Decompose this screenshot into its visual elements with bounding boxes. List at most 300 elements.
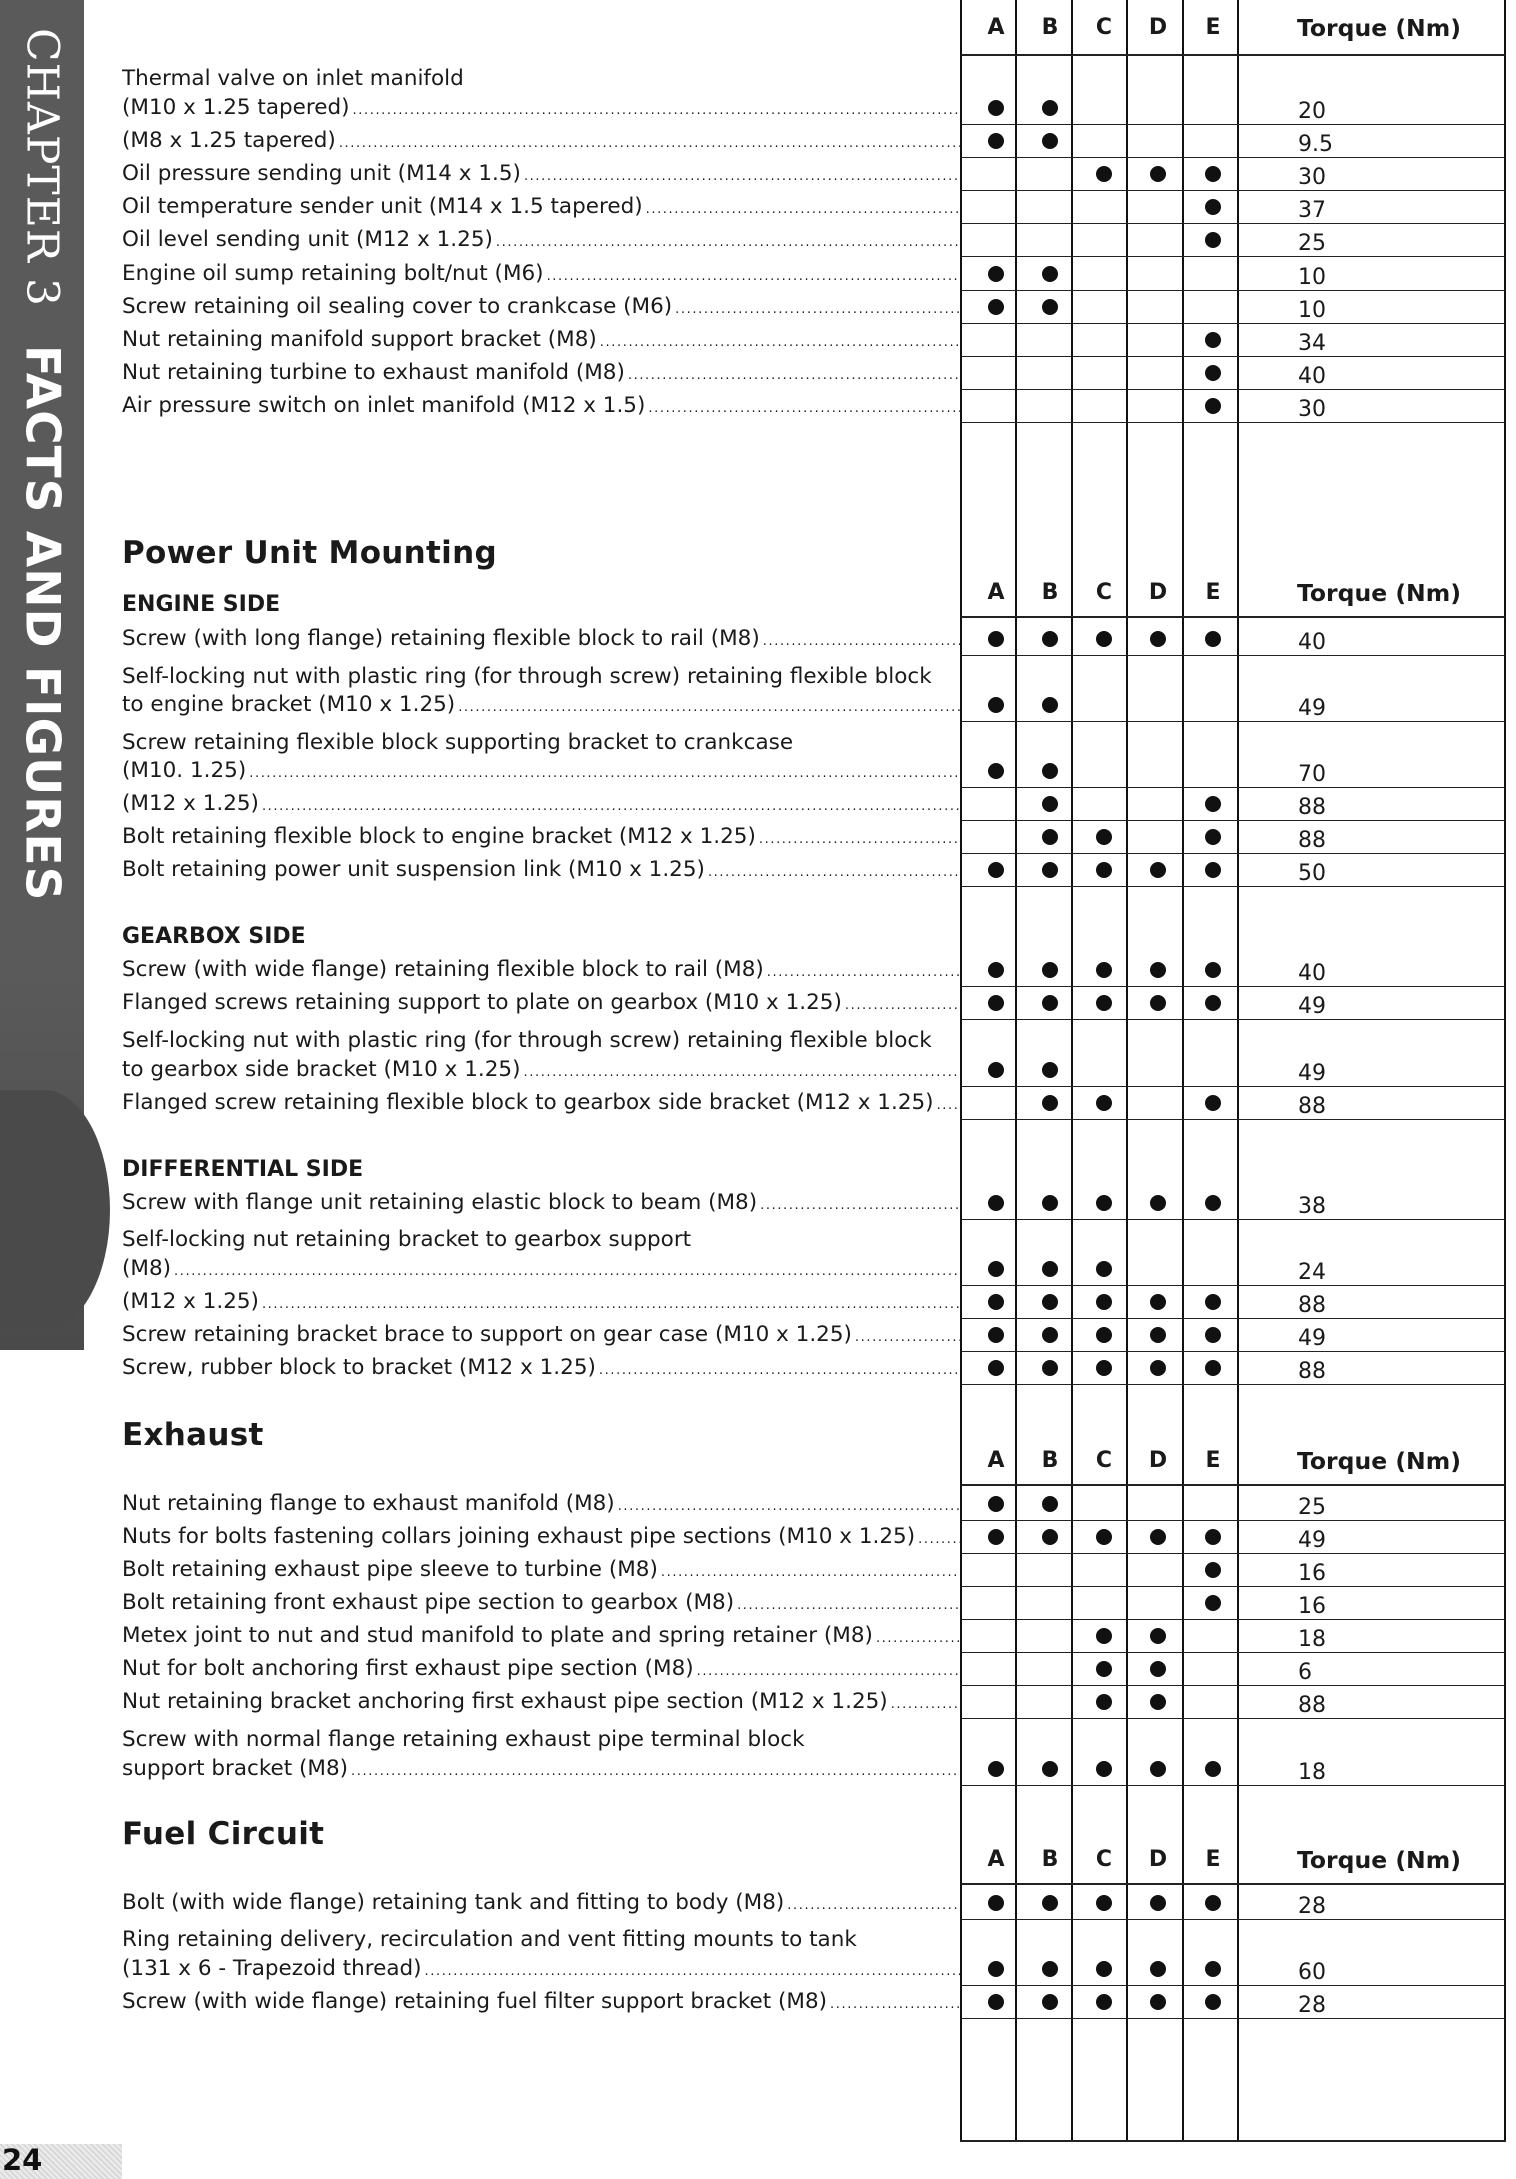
- row-label: Nut retaining manifold support bracket (M8): [122, 327, 597, 352]
- dot-leader: [876, 1629, 960, 1649]
- dot-leader: [249, 764, 960, 784]
- applies-marker-a: [988, 1294, 1004, 1310]
- column-header-a: A: [987, 580, 1005, 605]
- applies-marker-e: [1205, 862, 1221, 878]
- applies-marker-e: [1205, 1595, 1221, 1611]
- row-description: [122, 1619, 960, 1652]
- applies-marker-c: [1096, 995, 1112, 1011]
- dot-leader: [937, 1096, 960, 1116]
- dot-leader: [524, 1063, 961, 1083]
- applies-marker-e: [1205, 1761, 1221, 1777]
- table-row: [0, 257, 1516, 290]
- applies-marker-e: [1205, 796, 1221, 812]
- table-row: [0, 91, 1516, 124]
- row-label: Screw (with long flange) retaining flexible block to rail (M8): [122, 626, 760, 651]
- applies-marker-e: [1205, 829, 1221, 845]
- applies-marker-c: [1096, 1961, 1112, 1977]
- table-row: [0, 1520, 1516, 1553]
- row-label: Bolt retaining exhaust pipe sleeve to turbine (M8): [122, 1557, 658, 1582]
- row-description: [122, 754, 960, 787]
- dot-leader: [339, 134, 960, 154]
- torque-value: 16: [1298, 1594, 1326, 1619]
- row-label: (131 x 6 - Trapezoid thread): [122, 1956, 422, 1981]
- applies-marker-a: [988, 299, 1004, 315]
- dot-leader: [524, 167, 960, 187]
- torque-value: 24: [1298, 1260, 1326, 1285]
- applies-marker-c: [1096, 1261, 1112, 1277]
- torque-value: 18: [1298, 1627, 1326, 1652]
- applies-marker-b: [1042, 1761, 1058, 1777]
- dot-leader: [787, 1896, 960, 1916]
- row-label: Metex joint to nut and stud manifold to plate and spring retainer (M8): [122, 1623, 873, 1648]
- table-row: [0, 754, 1516, 787]
- table-row-divider: [961, 2018, 1505, 2019]
- row-description: [122, 1252, 960, 1285]
- applies-marker-a: [988, 995, 1004, 1011]
- table-row: [0, 157, 1516, 190]
- torque-value: 37: [1298, 198, 1326, 223]
- table-row-divider: [961, 1119, 1505, 1120]
- applies-marker-e: [1205, 962, 1221, 978]
- row-label: Self-locking nut with plastic ring (for through screw) retaining flexible block: [122, 664, 932, 689]
- column-header-c: C: [1095, 15, 1113, 40]
- applies-marker-e: [1205, 1360, 1221, 1376]
- row-description: [122, 787, 960, 820]
- subsection-title: ENGINE SIDE: [122, 592, 281, 617]
- row-label: Self-locking nut retaining bracket to gearbox support: [122, 1227, 692, 1252]
- row-description: [122, 223, 960, 256]
- row-label: (M12 x 1.25): [122, 791, 259, 816]
- row-description: [122, 1952, 960, 1985]
- torque-value: 49: [1298, 1326, 1326, 1351]
- applies-marker-a: [988, 697, 1004, 713]
- applies-marker-c: [1096, 962, 1112, 978]
- applies-marker-b: [1042, 829, 1058, 845]
- applies-marker-a: [988, 133, 1004, 149]
- chapter-title: FACTS AND FIGURES: [14, 345, 70, 902]
- torque-column-header: Torque (Nm): [1297, 14, 1461, 42]
- applies-marker-b: [1042, 763, 1058, 779]
- applies-marker-b: [1042, 266, 1058, 282]
- row-description: [122, 190, 960, 223]
- applies-marker-d: [1150, 862, 1166, 878]
- table-row-divider: [961, 886, 1505, 887]
- applies-marker-c: [1096, 1761, 1112, 1777]
- column-header-e: E: [1205, 580, 1221, 605]
- table-row: [0, 1652, 1516, 1685]
- torque-value: 38: [1298, 1194, 1326, 1219]
- applies-marker-c: [1096, 1994, 1112, 2010]
- applies-marker-a: [988, 1496, 1004, 1512]
- applies-marker-b: [1042, 631, 1058, 647]
- torque-value: 6: [1298, 1660, 1312, 1685]
- applies-marker-a: [988, 1062, 1004, 1078]
- row-label: (M8): [122, 1256, 172, 1281]
- row-label: Nuts for bolts fastening collars joining exhaust pipe sections (M10 x 1.25): [122, 1524, 916, 1549]
- applies-marker-e: [1205, 332, 1221, 348]
- row-description: [122, 688, 960, 721]
- applies-marker-b: [1042, 862, 1058, 878]
- row-label: Engine oil sump retaining bolt/nut (M6): [122, 261, 544, 286]
- applies-marker-d: [1150, 166, 1166, 182]
- column-header-d: D: [1148, 1847, 1168, 1872]
- table-row: [0, 622, 1516, 655]
- column-header-e: E: [1205, 1847, 1221, 1872]
- applies-marker-e: [1205, 1294, 1221, 1310]
- dot-leader: [708, 863, 960, 883]
- applies-marker-b: [1042, 1496, 1058, 1512]
- applies-marker-c: [1096, 1529, 1112, 1545]
- table-row: [0, 820, 1516, 853]
- table-row: [0, 223, 1516, 256]
- row-label: Flanged screw retaining flexible block to gearbox side bracket (M12 x 1.25): [122, 1090, 934, 1115]
- row-label: Nut retaining turbine to exhaust manifold (M8): [122, 360, 625, 385]
- applies-marker-d: [1150, 1195, 1166, 1211]
- dot-leader: [737, 1596, 960, 1616]
- row-label: Thermal valve on inlet manifold: [122, 66, 464, 91]
- torque-value: 50: [1298, 861, 1326, 886]
- torque-value: 25: [1298, 231, 1326, 256]
- row-description: [122, 1186, 960, 1219]
- torque-value: 10: [1298, 265, 1326, 290]
- row-description: [122, 1886, 960, 1919]
- torque-value: 28: [1298, 1993, 1326, 2018]
- page-number: 24: [2, 2143, 43, 2177]
- applies-marker-b: [1042, 1062, 1058, 1078]
- row-label: (M10. 1.25): [122, 758, 247, 783]
- dot-leader: [830, 1995, 960, 2015]
- row-label: (M10 x 1.25 tapered): [122, 95, 350, 120]
- row-description: [122, 1487, 960, 1520]
- dot-leader: [174, 1262, 960, 1282]
- applies-marker-b: [1042, 1961, 1058, 1977]
- torque-value: 60: [1298, 1960, 1326, 1985]
- table-row: [0, 1619, 1516, 1652]
- applies-marker-e: [1205, 232, 1221, 248]
- applies-marker-d: [1150, 1994, 1166, 2010]
- applies-marker-b: [1042, 995, 1058, 1011]
- table-row: [0, 1186, 1516, 1219]
- row-description: [122, 290, 960, 323]
- row-description: [122, 622, 960, 655]
- applies-marker-c: [1096, 166, 1112, 182]
- applies-marker-a: [988, 1994, 1004, 2010]
- dot-leader: [661, 1563, 960, 1583]
- applies-marker-d: [1150, 1327, 1166, 1343]
- table-row: [0, 1586, 1516, 1619]
- applies-marker-c: [1096, 1661, 1112, 1677]
- torque-value: 88: [1298, 1094, 1326, 1119]
- row-label: Bolt retaining front exhaust pipe section to gearbox (M8): [122, 1590, 735, 1615]
- column-header-d: D: [1148, 1448, 1168, 1473]
- row-label: Nut for bolt anchoring first exhaust pipe section (M8): [122, 1656, 694, 1681]
- row-label: Screw (with wide flange) retaining fuel filter support bracket (M8): [122, 1989, 828, 2014]
- row-description: [122, 1520, 960, 1553]
- applies-marker-d: [1150, 631, 1166, 647]
- applies-marker-a: [988, 266, 1004, 282]
- subsection-title: DIFFERENTIAL SIDE: [122, 1157, 364, 1182]
- row-description: [122, 257, 960, 290]
- table-row: [0, 953, 1516, 986]
- row-description: [122, 1685, 960, 1718]
- dot-leader: [599, 1361, 960, 1381]
- applies-marker-b: [1042, 299, 1058, 315]
- row-label: Bolt retaining power unit suspension link (M10 x 1.25): [122, 857, 705, 882]
- table-row: [0, 1252, 1516, 1285]
- applies-marker-b: [1042, 100, 1058, 116]
- table-row-divider: [961, 616, 1505, 618]
- applies-marker-a: [988, 1360, 1004, 1376]
- dot-leader: [759, 830, 960, 850]
- table-row: [0, 1053, 1516, 1086]
- row-label: Air pressure switch on inlet manifold (M12 x 1.5): [122, 393, 646, 418]
- row-label: Nut retaining flange to exhaust manifold (M8): [122, 1491, 615, 1516]
- applies-marker-b: [1042, 1294, 1058, 1310]
- applies-marker-a: [988, 1761, 1004, 1777]
- column-header-e: E: [1205, 1448, 1221, 1473]
- torque-value: 88: [1298, 828, 1326, 853]
- table-row: [0, 1685, 1516, 1718]
- dot-leader: [675, 300, 960, 320]
- dot-leader: [760, 1196, 960, 1216]
- torque-value: 25: [1298, 1495, 1326, 1520]
- dot-leader: [767, 963, 960, 983]
- applies-marker-e: [1205, 1961, 1221, 1977]
- row-label: Bolt (with wide flange) retaining tank and fitting to body (M8): [122, 1890, 785, 1915]
- table-row-divider: [961, 1785, 1505, 1786]
- column-header-b: B: [1041, 580, 1059, 605]
- table-row-divider: [961, 1883, 1505, 1885]
- torque-value: 70: [1298, 762, 1326, 787]
- row-description: [122, 1553, 960, 1586]
- row-label: Screw with flange unit retaining elastic block to beam (M8): [122, 1190, 758, 1215]
- table-row: [0, 1553, 1516, 1586]
- column-header-e: E: [1205, 15, 1221, 40]
- dot-leader: [648, 399, 960, 419]
- row-label: Screw, rubber block to bracket (M12 x 1.25): [122, 1355, 596, 1380]
- row-description: [122, 124, 960, 157]
- torque-value: 16: [1298, 1561, 1326, 1586]
- applies-marker-b: [1042, 1360, 1058, 1376]
- row-description: [122, 953, 960, 986]
- applies-marker-b: [1042, 1895, 1058, 1911]
- applies-marker-e: [1205, 631, 1221, 647]
- row-label: (M8 x 1.25 tapered): [122, 128, 336, 153]
- torque-value: 34: [1298, 331, 1326, 356]
- column-header-c: C: [1095, 580, 1113, 605]
- torque-value: 28: [1298, 1894, 1326, 1919]
- table-row-divider: [961, 1219, 1505, 1220]
- applies-marker-b: [1042, 796, 1058, 812]
- applies-marker-c: [1096, 862, 1112, 878]
- torque-column-header: Torque (Nm): [1297, 579, 1461, 607]
- table-row: [0, 1086, 1516, 1119]
- row-label: Screw retaining oil sealing cover to crankcase (M6): [122, 294, 673, 319]
- row-description: [122, 1318, 960, 1351]
- section-title: Exhaust: [122, 1417, 264, 1453]
- row-label: to engine bracket (M10 x 1.25): [122, 692, 456, 717]
- applies-marker-c: [1096, 1360, 1112, 1376]
- row-label: Screw (with wide flange) retaining flexible block to rail (M8): [122, 957, 764, 982]
- applies-marker-e: [1205, 365, 1221, 381]
- subsection-title: GEARBOX SIDE: [122, 924, 306, 949]
- table-row-divider: [961, 54, 1505, 56]
- table-row: [0, 1318, 1516, 1351]
- torque-value: 88: [1298, 1693, 1326, 1718]
- applies-marker-e: [1205, 1562, 1221, 1578]
- applies-marker-b: [1042, 1529, 1058, 1545]
- dot-leader: [458, 698, 960, 718]
- torque-value: 40: [1298, 630, 1326, 655]
- applies-marker-c: [1096, 829, 1112, 845]
- dot-leader: [496, 233, 960, 253]
- applies-marker-a: [988, 631, 1004, 647]
- table-row: [0, 787, 1516, 820]
- table-row-divider: [961, 655, 1505, 656]
- applies-marker-d: [1150, 1895, 1166, 1911]
- applies-marker-d: [1150, 1360, 1166, 1376]
- torque-value: 88: [1298, 795, 1326, 820]
- row-description: [122, 1053, 960, 1086]
- applies-marker-a: [988, 962, 1004, 978]
- table-row: [0, 853, 1516, 886]
- row-description: [122, 356, 960, 389]
- dot-leader: [547, 267, 960, 287]
- applies-marker-b: [1042, 962, 1058, 978]
- table-row: [0, 1952, 1516, 1985]
- row-label: Bolt retaining flexible block to engine bracket (M12 x 1.25): [122, 824, 756, 849]
- torque-value: 49: [1298, 696, 1326, 721]
- torque-value: 10: [1298, 298, 1326, 323]
- applies-marker-e: [1205, 1327, 1221, 1343]
- applies-marker-d: [1150, 1529, 1166, 1545]
- torque-value: 18: [1298, 1760, 1326, 1785]
- applies-marker-c: [1096, 631, 1112, 647]
- dot-leader: [697, 1662, 960, 1682]
- row-description: [122, 389, 960, 422]
- applies-marker-e: [1205, 995, 1221, 1011]
- row-description: [122, 91, 960, 124]
- section-title: Power Unit Mounting: [122, 535, 497, 571]
- dot-leader: [262, 1295, 960, 1315]
- row-description: [122, 1752, 960, 1785]
- table-row: [0, 190, 1516, 223]
- table-row-divider: [961, 1919, 1505, 1920]
- table-row: [0, 124, 1516, 157]
- table-row: [0, 1752, 1516, 1785]
- table-row: [0, 986, 1516, 1019]
- applies-marker-c: [1096, 1095, 1112, 1111]
- applies-marker-d: [1150, 1628, 1166, 1644]
- torque-value: 49: [1298, 994, 1326, 1019]
- column-header-b: B: [1041, 1448, 1059, 1473]
- row-label: Nut retaining bracket anchoring first exhaust pipe section (M12 x 1.25): [122, 1689, 888, 1714]
- applies-marker-e: [1205, 1195, 1221, 1211]
- applies-marker-e: [1205, 166, 1221, 182]
- table-row: [0, 290, 1516, 323]
- dot-leader: [618, 1497, 960, 1517]
- torque-value: 49: [1298, 1061, 1326, 1086]
- torque-value: 40: [1298, 961, 1326, 986]
- table-row-divider: [961, 1718, 1505, 1719]
- applies-marker-a: [988, 1895, 1004, 1911]
- table-row: [0, 1351, 1516, 1384]
- dot-leader: [646, 200, 960, 220]
- applies-marker-d: [1150, 995, 1166, 1011]
- applies-marker-e: [1205, 1994, 1221, 2010]
- row-label: Oil temperature sender unit (M14 x 1.5 tapered): [122, 194, 643, 219]
- torque-value: 49: [1298, 1528, 1326, 1553]
- table-row: [0, 1487, 1516, 1520]
- applies-marker-e: [1205, 199, 1221, 215]
- row-description: [122, 1652, 960, 1685]
- torque-column-header: Torque (Nm): [1297, 1447, 1461, 1475]
- row-description: [122, 986, 960, 1019]
- applies-marker-e: [1205, 1095, 1221, 1111]
- applies-marker-a: [988, 763, 1004, 779]
- chapter-label: CHAPTER 3: [16, 28, 68, 307]
- applies-marker-d: [1150, 1761, 1166, 1777]
- row-description: [122, 1086, 960, 1119]
- row-label: (M12 x 1.25): [122, 1289, 259, 1314]
- applies-marker-d: [1150, 1961, 1166, 1977]
- row-description: [122, 1586, 960, 1619]
- applies-marker-a: [988, 100, 1004, 116]
- row-label: Flanged screws retaining support to plate on gearbox (M10 x 1.25): [122, 990, 842, 1015]
- row-description: [122, 157, 960, 190]
- applies-marker-a: [988, 1195, 1004, 1211]
- torque-value: 88: [1298, 1293, 1326, 1318]
- applies-marker-c: [1096, 1195, 1112, 1211]
- applies-marker-d: [1150, 962, 1166, 978]
- row-description: [122, 853, 960, 886]
- column-header-a: A: [987, 15, 1005, 40]
- table-row: [0, 389, 1516, 422]
- dot-leader: [425, 1962, 960, 1982]
- applies-marker-b: [1042, 1095, 1058, 1111]
- column-header-b: B: [1041, 1847, 1059, 1872]
- dot-leader: [628, 366, 960, 386]
- row-label: support bracket (M8): [122, 1756, 349, 1781]
- torque-value: 20: [1298, 99, 1326, 124]
- dot-leader: [918, 1530, 960, 1550]
- column-header-c: C: [1095, 1847, 1113, 1872]
- section-title: Fuel Circuit: [122, 1816, 325, 1852]
- row-description: [122, 323, 960, 356]
- torque-value: 40: [1298, 364, 1326, 389]
- column-header-d: D: [1148, 580, 1168, 605]
- row-label: Screw with normal flange retaining exhaust pipe terminal block: [122, 1727, 805, 1752]
- row-label: Self-locking nut with plastic ring (for through screw) retaining flexible block: [122, 1028, 932, 1053]
- table-row: [0, 323, 1516, 356]
- applies-marker-d: [1150, 1661, 1166, 1677]
- applies-marker-b: [1042, 1994, 1058, 2010]
- row-label: Oil pressure sending unit (M14 x 1.5): [122, 161, 521, 186]
- applies-marker-a: [988, 862, 1004, 878]
- applies-marker-b: [1042, 1261, 1058, 1277]
- applies-marker-a: [988, 1961, 1004, 1977]
- torque-value: 30: [1298, 397, 1326, 422]
- table-row: [0, 356, 1516, 389]
- table-row-divider: [961, 422, 1505, 423]
- dot-leader: [763, 632, 960, 652]
- row-description: [122, 1985, 960, 2018]
- table-row: [0, 1985, 1516, 2018]
- table-bottom-border: [960, 2140, 1506, 2142]
- applies-marker-b: [1042, 1195, 1058, 1211]
- row-description: [122, 1285, 960, 1318]
- applies-marker-c: [1096, 1294, 1112, 1310]
